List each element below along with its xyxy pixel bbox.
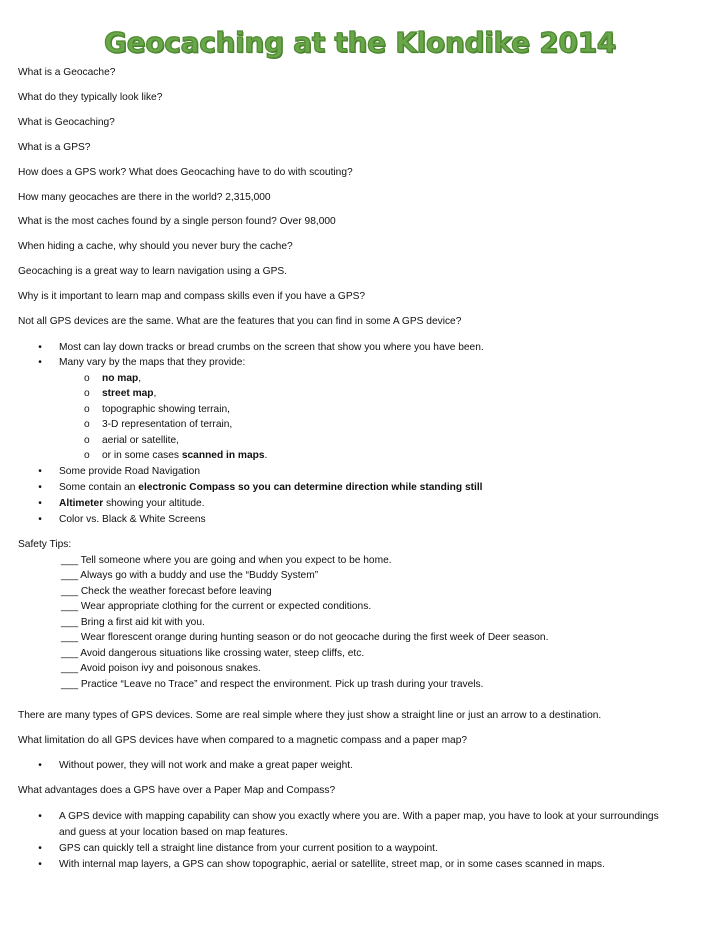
- question-map-compass-skills: Why is it important to learn map and compass skills even if you have a GPS?: [18, 291, 366, 302]
- question-bury: When hiding a cache, why should you never bury the cache?: [18, 241, 293, 252]
- map-type-scanned: or in some cases scanned in maps.: [102, 450, 268, 461]
- sub-bullet-glyph: o: [84, 435, 90, 446]
- limitation-answer: Without power, they will not work and make a great paper weight.: [59, 760, 353, 771]
- safety-tip: ___ Always go with a buddy and use the “Buddy System”: [61, 570, 319, 581]
- bullet-glyph: •: [38, 357, 42, 368]
- safety-tip: ___ Avoid dangerous situations like crossing water, steep cliffs, etc.: [61, 648, 365, 659]
- bullet-glyph: •: [38, 760, 42, 771]
- sub-bullet-glyph: o: [84, 419, 90, 430]
- statement-navigation: Geocaching is a great way to learn navigation using a GPS.: [18, 266, 287, 277]
- map-type-no-map: no map,: [102, 373, 142, 384]
- question-how-many: How many geocaches are there in the world? 2,315,000: [18, 192, 271, 203]
- safety-tip: ___ Bring a first aid kit with you.: [61, 617, 205, 628]
- bullet-glyph: •: [38, 514, 42, 525]
- safety-tip: ___ Wear florescent orange during hunting season or do not geocache during the first week of Deer season.: [61, 632, 549, 643]
- sub-bullet-glyph: o: [84, 388, 90, 399]
- safety-tip: ___ Tell someone where you are going and when you expect to be home.: [61, 555, 392, 566]
- map-type-aerial: aerial or satellite,: [102, 435, 180, 446]
- sub-bullet-glyph: o: [84, 404, 90, 415]
- feature-tracks: Most can lay down tracks or bread crumbs on the screen that show you where you have been.: [59, 342, 484, 353]
- question-geocaching: What is Geocaching?: [18, 117, 115, 128]
- question-most-caches: What is the most caches found by a single person found? Over 98,000: [18, 216, 336, 227]
- question-gps-work: How does a GPS work? What does Geocaching have to do with scouting?: [18, 167, 353, 178]
- map-type-topographic: topographic showing terrain,: [102, 404, 230, 415]
- map-type-3d: 3-D representation of terrain,: [102, 419, 233, 430]
- bullet-glyph: •: [38, 843, 42, 854]
- advantage-mapping-line2: and guess at your location based on map features.: [59, 827, 288, 838]
- advantage-mapping-line1: A GPS device with mapping capability can show you exactly where you are. With a paper map, you have to look at your surroundings: [59, 811, 659, 822]
- question-gps: What is a GPS?: [18, 142, 91, 153]
- safety-tip: ___ Practice “Leave no Trace” and respect the environment. Pick up trash during your travels.: [61, 679, 484, 690]
- question-limitation: What limitation do all GPS devices have when compared to a magnetic compass and a paper map?: [18, 735, 468, 746]
- safety-tip: ___ Avoid poison ivy and poisonous snakes.: [61, 663, 261, 674]
- feature-road-navigation: Some provide Road Navigation: [59, 466, 201, 477]
- map-type-street-map: street map,: [102, 388, 157, 399]
- feature-maps: Many vary by the maps that they provide:: [59, 357, 246, 368]
- page-title: Geocaching at the Klondike 2014: [104, 26, 616, 59]
- safety-tip: ___ Check the weather forecast before leaving: [61, 586, 272, 597]
- sub-bullet-glyph: o: [84, 373, 90, 384]
- advantage-map-layers: With internal map layers, a GPS can show topographic, aerial or satellite, street map, or in some cases scanned in maps.: [59, 859, 605, 870]
- safety-heading: Safety Tips:: [18, 539, 72, 550]
- question-look-like: What do they typically look like?: [18, 92, 163, 103]
- bullet-glyph: •: [38, 859, 42, 870]
- question-advantages: What advantages does a GPS have over a Paper Map and Compass?: [18, 785, 336, 796]
- bullet-glyph: •: [38, 342, 42, 353]
- question-geocache: What is a Geocache?: [18, 67, 116, 78]
- bullet-glyph: •: [38, 482, 42, 493]
- bullet-glyph: •: [38, 811, 42, 822]
- feature-altimeter: Altimeter showing your altitude.: [59, 498, 205, 509]
- question-gps-features: Not all GPS devices are the same. What are the features that you can find in some A GPS device?: [18, 316, 462, 327]
- gps-types-text: There are many types of GPS devices. Some are real simple where they just show a straight line or just an arrow to a destination.: [18, 710, 602, 721]
- advantage-distance: GPS can quickly tell a straight line distance from your current position to a waypoint.: [59, 843, 438, 854]
- bullet-glyph: •: [38, 466, 42, 477]
- sub-bullet-glyph: o: [84, 450, 90, 461]
- bullet-glyph: •: [38, 498, 42, 509]
- feature-screens: Color vs. Black & White Screens: [59, 514, 206, 525]
- feature-electronic-compass: Some contain an electronic Compass so you can determine direction while standing still: [59, 482, 483, 493]
- safety-tip: ___ Wear appropriate clothing for the current or expected conditions.: [61, 601, 372, 612]
